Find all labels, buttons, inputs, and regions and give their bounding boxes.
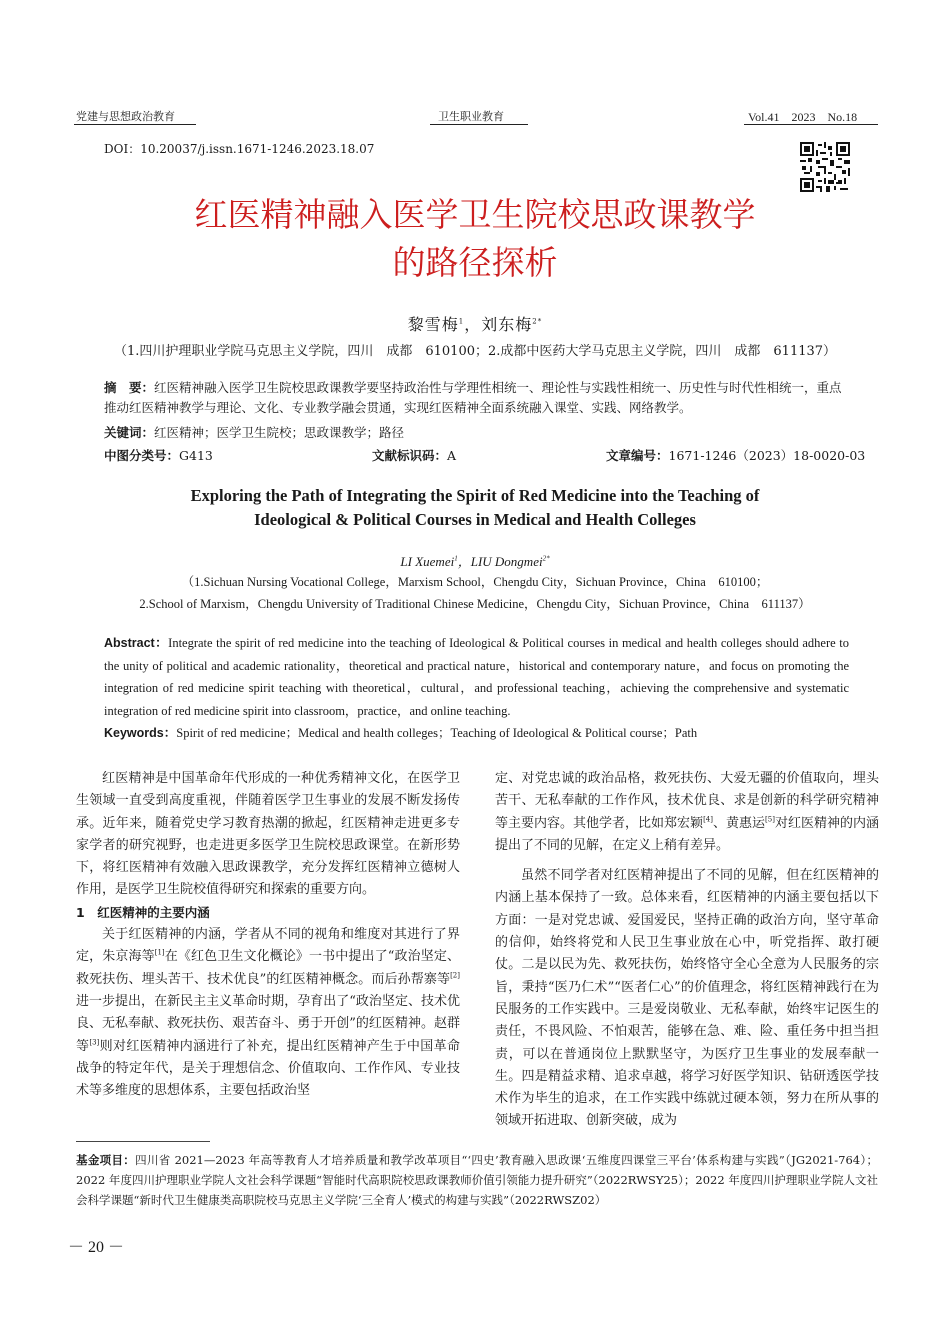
- keywords-en: [104, 722, 849, 745]
- keywords-en-label: Keywords：: [104, 726, 177, 740]
- affiliation-en-line2: 2.School of Marxism，Chengdu University of Traditional Chinese Medicine，Chengdu City，Sichuan Province，China 611137）: [139, 597, 811, 611]
- body-paragraph-intro: 红医精神是中国革命年代形成的一种优秀精神文化，在医学卫生领域一直受到高度重视，伴随着医学卫生事业的发展不断发扬传承。近年来，随着党史学习教育热潮的掀起，红医精神走进更多专家学者的研究视野，也走进更多医学卫生院校思政课堂。在新形势下，将红医精神有效融入思政课教学，充分发挥红医精神立德树人作用，是医学卫生院校值得研究和探索的重要方向。: [76, 771, 460, 898]
- funding-text: 四川省 2021—2023 年高等教育人才培养质量和教学改革项目“‘四史’教育融入思政课‘五维度四课堂三平台’体系构建与实践”（JG2021-764）；2022 年度四川护理职业学院人文社会科学课题“智能时代高职院校思政课教师价值引领能力提升研究”（2022RWSY25）；2022 年度四川护理职业学院人文社会科学课题“新时代卫生健康类高职院校马克思主义学院‘三全育人’模式的构建与实践”（2022RWSZ02）: [76, 1153, 879, 1207]
- article-number: [606, 446, 865, 464]
- author-en-1: LI Xuemei: [400, 554, 455, 569]
- body-text: 关于红医精神的内涵，学者从不同的视角和维度对其进行了界定，朱京海等: [76, 927, 460, 965]
- body-paragraph-definitions: [76, 924, 460, 1102]
- author-en-separator: ，: [457, 554, 471, 569]
- body-text: 则对红医精神内涵进行了补充，提出红医精神产生于中国革命战争的特定年代，是关于理想信念、价值取向、工作作风、专业技术等多维度的思想体系，主要包括政治坚: [76, 1038, 460, 1099]
- citation-ref-3: [3]: [89, 1038, 100, 1047]
- header-section-label: 党建与思想政治教育: [76, 111, 175, 123]
- title-cn-line1: 红医精神融入医学卫生院校思政课教学: [194, 195, 756, 234]
- funding-note: [76, 1150, 878, 1210]
- author-cn-1: 黎雪梅: [407, 315, 459, 334]
- author-en-1-affil: 1: [454, 554, 458, 563]
- document-code-label: 文献标识码：: [372, 448, 448, 463]
- citation-ref-2: [2]: [450, 971, 460, 980]
- keywords-cn-label: 关键词：: [104, 425, 155, 440]
- body-paragraph-continued: [495, 768, 879, 857]
- author-cn-separator: ，: [464, 315, 482, 334]
- author-cn-2-affil: 2*: [532, 317, 543, 326]
- header-volume: Vol.41 2023 No.18: [748, 110, 858, 124]
- body-left-column: [76, 768, 460, 1102]
- doi: DOI：10.20037/j.issn.1671-1246.2023.18.07: [104, 142, 375, 156]
- abstract-cn: [104, 378, 846, 418]
- article-number-value: 1671-1246（2023）18-0020-03: [668, 448, 866, 463]
- body-text: 在《红色卫生文化概论》一书中提出了“政治坚定、救死扶伤、埋头苦干、技术优良”的红医精神概念。而后孙帮寨等: [76, 949, 460, 987]
- keywords-en-text: Spirit of red medicine；Medical and health colleges；Teaching of Ideological & Political course；Path: [176, 726, 698, 740]
- clc-label: 中图分类号：: [104, 448, 180, 463]
- citation-ref-4: [4]: [703, 815, 713, 824]
- header-rule-center: [430, 124, 528, 125]
- footnote-rule: [76, 1141, 210, 1142]
- body-paragraph-connotation: 虽然不同学者对红医精神提出了不同的见解，但在红医精神的内涵上基本保持了一致。总体来看，红医精神的内涵主要包括以下方面：一是对党忠诚、爱国爱民，坚持正确的政治方向，坚守革命的信仰，始终将党和人民卫生事业放在心中，听党指挥、敢打硬仗。二是以民为先、救死扶伤，始终恪守全心全意为人民服务的宗旨，秉持“医乃仁术”“医者仁心”的价值理念，将红医精神践行在为民服务的工作实践中。三是爱岗敬业、无私奉献，始终牢记医生的责任，不畏风险、不怕艰苦，能够在急、难、险、重任务中担当担责，可以在普通岗位上默默坚守，为医疗卫生事业的发展奉献一生。四是精益求精、追求卓越，将学习好医学知识、钻研透医学技术作为毕生的追求，在工作实践中练就过硬本领，努力在所从事的领域开拓进取、创新突破，成为: [495, 868, 879, 1129]
- header-journal-name: 卫生职业教育: [438, 111, 504, 123]
- authors-cn: [0, 312, 950, 335]
- keywords-cn: [104, 423, 846, 443]
- document-code: [372, 446, 456, 464]
- title-cn-line2: 的路径探析: [392, 243, 558, 282]
- abstract-en-label: Abstract：: [104, 636, 169, 650]
- funding-label: 基金项目：: [76, 1153, 136, 1167]
- qr-code-icon[interactable]: [800, 142, 850, 192]
- body-text: 定、对党忠诚的政治品格，救死扶伤、大爱无疆的价值取向，埋头苦干、无私奉献的工作作风，技术优良、求是创新的科学研究精神等主要内容。其他学者，比如郑宏颖: [495, 771, 879, 831]
- header-rule-left: [74, 124, 196, 125]
- clc-value: G413: [179, 448, 213, 463]
- author-cn-2: 刘东梅: [481, 315, 533, 334]
- document-code-value: A: [447, 448, 457, 463]
- section-heading-1: 1 红医精神的主要内涵: [76, 904, 210, 920]
- affiliation-cn: （1.四川护理职业学院马克思主义学院，四川 成都 610100；2.成都中医药大学马克思主义学院，四川 成都 611137）: [113, 344, 837, 359]
- header-rule-right: [744, 124, 878, 125]
- abstract-cn-label: 摘 要：: [104, 380, 155, 395]
- affiliation-en-line1: （1.Sichuan Nursing Vocational College，Marxism School，Chengdu City，Sichuan Province，China 610100；: [181, 575, 769, 589]
- clc-number: [104, 446, 213, 464]
- body-right-column: [495, 768, 879, 1133]
- abstract-en: [104, 632, 849, 722]
- article-number-label: 文章编号：: [606, 448, 669, 463]
- body-text: 进一步提出，在新民主主义革命时期，孕育出了“政治坚定、技术优良、无私奉献、救死扶伤、艰苦奋斗、勇于开创”的红医精神。赵群等: [76, 993, 460, 1054]
- author-en-2: LIU Dongmei: [470, 554, 543, 569]
- page-number: － 20 －: [68, 1239, 125, 1256]
- title-en-line2: Ideological & Political Courses in Medical and Health Colleges: [254, 510, 696, 529]
- author-cn-1-affil: 1: [458, 317, 465, 326]
- citation-ref-5: [5]: [765, 815, 775, 824]
- authors-en: [0, 551, 950, 570]
- citation-ref-1: [1]: [154, 949, 165, 958]
- author-en-2-affil: 2*: [542, 554, 550, 563]
- abstract-en-text: Integrate the spirit of red medicine into the teaching of Ideological & Political courses in medical and health colleges should adhere to the unity of political and academic rationality，theoretical and practical nature，historical and contemporary nature，and focus on promoting the integration of red medicine spirit teaching with theoretical，cultural，and professional teaching，achieving the comprehensive and systematic integration of red medicine spirit into classroom，practice，and online teaching.: [104, 636, 849, 718]
- abstract-cn-text: 红医精神融入医学卫生院校思政课教学要坚持政治性与学理性相统一、理论性与实践性相统一、历史性与时代性相统一，重点推动红医精神教学与理论、文化、专业教学融会贯通，实现红医精神全面系统融入课堂、实践、网络教学。: [104, 380, 842, 415]
- body-text: 、黄惠运: [712, 815, 766, 831]
- keywords-cn-text: 红医精神；医学卫生院校；思政课教学；路径: [154, 425, 405, 440]
- body-text: 对红医精神的内涵提出了不同的见解，在定义上稍有差异。: [495, 815, 879, 853]
- title-en-line1: Exploring the Path of Integrating the Spirit of Red Medicine into the Teaching of: [190, 486, 760, 505]
